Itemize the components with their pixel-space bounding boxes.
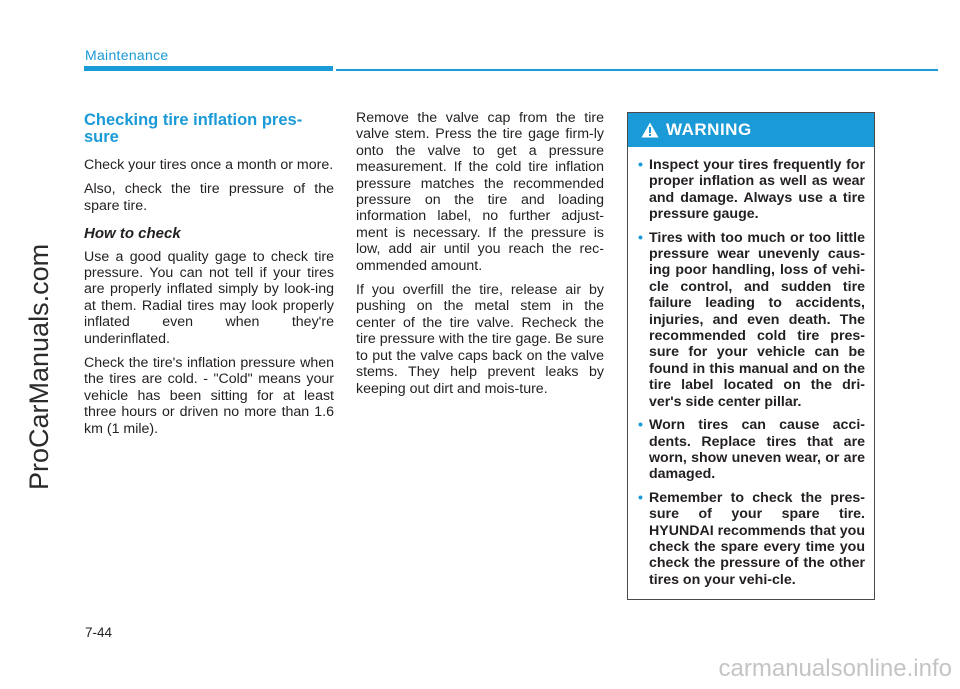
- bottom-watermark: carmanualsonline.info: [718, 655, 952, 682]
- warning-item-text: Inspect your tires frequently for proper inflation as well as wear and damage. Always use a tire pressure gauge.: [649, 157, 865, 223]
- warning-item: [638, 230, 865, 410]
- page-number: 7-44: [85, 625, 113, 640]
- bullet-icon: •: [638, 489, 643, 506]
- section-title: Maintenance: [85, 47, 169, 63]
- warning-title: WARNING: [666, 120, 752, 139]
- warning-item-text: Worn tires can cause acci-dents. Replace tires that are worn, show uneven wear, or are damaged.: [649, 417, 865, 483]
- header-rule-thin: [336, 69, 938, 71]
- warning-list: [628, 147, 874, 588]
- valve-paragraph-2: If you overfill the tire, release air by pushing on the metal stem in the center of the tire valve. Recheck the tire pressure with the tire gage. Be sure to put the valve caps back on the valve stems. They help prevent leaks by keeping out dirt and mois-ture.: [356, 282, 604, 397]
- header-rule-thick: [84, 66, 333, 71]
- howto-paragraph-1: Use a good quality gage to check tire pressure. You can not tell if your tires are properly inflated simply by look-ing at them. Radial tires may look properly inflated even when they're underinflated.: [84, 248, 334, 347]
- bullet-icon: •: [638, 157, 643, 173]
- howto-paragraph-2: Check the tire's inflation pressure when the tires are cold. - "Cold" means your vehicle has been sitting for at least three hours or driven no more than 1.6 km (1 mile).: [84, 355, 334, 437]
- warning-item: [638, 157, 865, 223]
- left-column: [84, 112, 334, 445]
- warning-item-text: Remember to check the pres-sure of your spare tire. HYUNDAI recommends that you check the spare every time you check the pressure of the other tires on your vehi-cle.: [649, 489, 865, 588]
- warning-box: [627, 112, 875, 600]
- intro-paragraph-2: Also, check the tire pressure of the spare tire.: [84, 181, 334, 214]
- section-heading: Checking tire inflation pres- sure: [84, 111, 303, 146]
- warning-item: [638, 490, 865, 588]
- valve-paragraph-1: Remove the valve cap from the tire valve stem. Press the tire gage firm-ly onto the valve to get a pressure measurement. If the cold tire inflation pressure matches the recommended pressure on the tire and loading information label, no further adjust-ment is necessary. If the pressure is low, add air until you reach the rec-ommended amount.: [356, 110, 604, 274]
- warning-triangle-icon: [641, 122, 659, 138]
- warning-header: [628, 113, 874, 147]
- bullet-icon: •: [638, 229, 643, 246]
- intro-paragraph-1: Check your tires once a month or more.: [84, 157, 334, 173]
- subheading-how-to-check: How to check: [84, 225, 181, 243]
- warning-item-text: Tires with too much or too little pressure wear unevenly caus-ing poor handling, loss of vehi-cle control, and sudden tire failure leading to accidents, injuries, and even death. The recommended cold tire pres-sure for your vehicle can be found in this manual and on the tire label located on the dri-ver's side center pillar.: [649, 229, 865, 410]
- side-watermark: ProCarManuals.com: [24, 243, 54, 490]
- bullet-icon: •: [638, 417, 643, 434]
- warning-item: [638, 417, 865, 483]
- middle-column: [356, 110, 604, 405]
